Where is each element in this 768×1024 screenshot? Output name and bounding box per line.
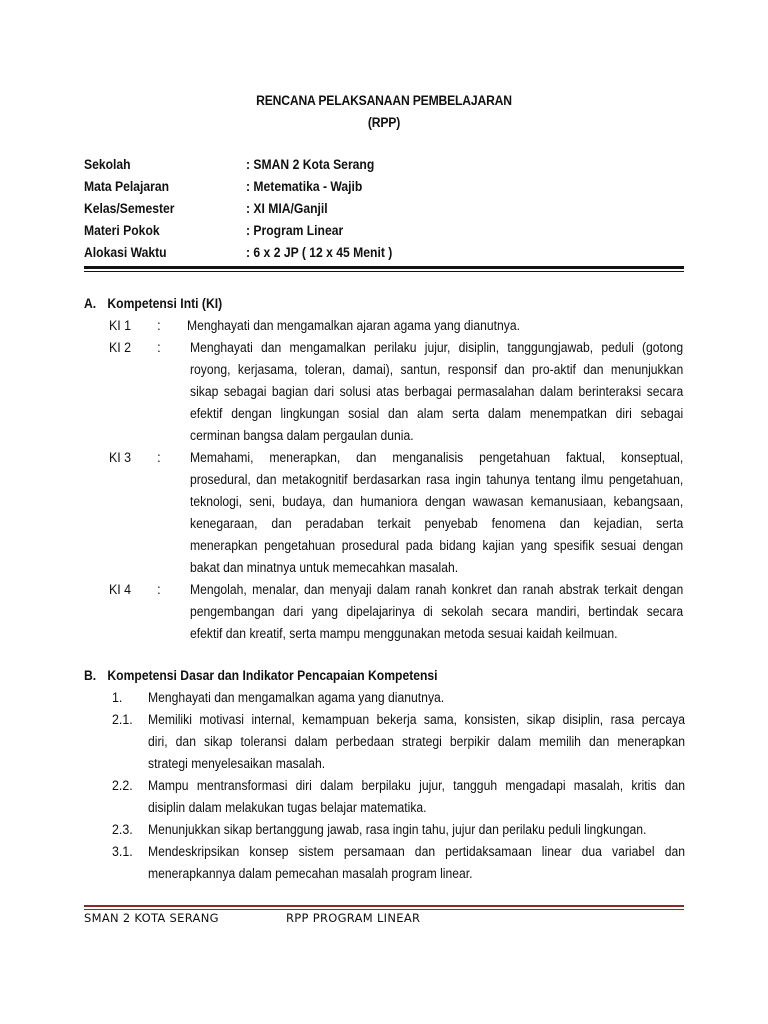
ki-text [187, 315, 680, 337]
section-a-heading [84, 296, 222, 311]
kd-text [148, 819, 685, 841]
ki-line: bakat dan minatnya untuk memecahkan masalah. [190, 560, 459, 575]
document-title: RENCANA PELAKSANAAN PEMBELAJARAN [256, 93, 512, 108]
info-label: Alokasi Waktu [84, 245, 167, 260]
footer-divider-thick [84, 905, 684, 907]
kd-line: diri, dan sikap toleransi dalam perbedaan strategi berpikir dalam memilih dan menerapkan [148, 734, 685, 749]
info-value: : SMAN 2 Kota Serang [246, 157, 375, 172]
ki-colon: : [157, 582, 161, 597]
kd-line: menerapkannya dalam pemecahan masalah program linear. [148, 866, 473, 881]
ki-line: Memahami, menerapkan, dan menganalisis pengetahuan faktual, konseptual, [190, 450, 684, 465]
kd-line: strategi menyelesaikan masalah. [148, 756, 326, 771]
ki-label: KI 4 [109, 582, 132, 597]
ki-colon: : [157, 450, 161, 465]
footer-divider-thin [84, 909, 684, 910]
kd-line: disiplin dalam melakukan tugas belajar matematika. [148, 800, 427, 815]
ki-label: KI 2 [109, 340, 132, 355]
ki-line: teknologi, seni, budaya, dan humaniora dengan wawasan kemanusiaan, kebangsaan, [190, 494, 684, 509]
ki-text [190, 337, 683, 447]
ki-line: pengembangan dari yang dipelajarinya di sekolah secara mandiri, bertindak secara [190, 604, 684, 619]
info-label: Materi Pokok [84, 223, 160, 238]
kd-line: Menghayati dan mengamalkan agama yang dianutnya. [148, 690, 445, 705]
info-label: Sekolah [84, 157, 131, 172]
info-value: : XI MIA/Ganjil [246, 201, 328, 216]
kd-text [148, 687, 685, 709]
info-row-mata-pelajaran [84, 179, 684, 201]
ki-line: Menghayati dan mengamalkan ajaran agama yang dianutnya. [187, 318, 520, 333]
info-label: Mata Pelajaran [84, 179, 170, 194]
ki-line: efektif dan kreatif, serta mampu menggunakan metoda sesuai kaidah keilmuan. [190, 626, 618, 641]
kd-number: 2.1. [112, 712, 133, 727]
info-row-sekolah [84, 157, 684, 179]
footer-school: SMAN 2 KOTA SERANG [84, 911, 219, 925]
ki-line: cerminan bangsa dalam pergaulan dunia. [190, 428, 414, 443]
kd-text [148, 709, 685, 775]
ki-text [190, 579, 683, 645]
section-letter: B. [84, 668, 97, 683]
ki-line: Menghayati dan mengamalkan perilaku jujur, disiplin, tanggungjawab, peduli (gotong [190, 340, 684, 355]
ki-colon: : [157, 318, 161, 333]
ki-line: prosedural, dan metakognitif berdasarkan rasa ingin tahunya tentang ilmu pengetahuan, [190, 472, 684, 487]
info-row-materi-pokok [84, 223, 684, 245]
header-divider-thick [84, 266, 684, 269]
ki-line: Mengolah, menalar, dan menyaji dalam ranah konkret dan ranah abstrak terkait dengan [190, 582, 684, 597]
kd-line: Memiliki motivasi internal, kemampuan bekerja sama, konsisten, sikap disiplin, rasa percaya [148, 712, 685, 727]
info-row-kelas-semester [84, 201, 684, 223]
ki-text [190, 447, 683, 579]
info-label: Kelas/Semester [84, 201, 175, 216]
section-title: Kompetensi Inti (KI) [107, 296, 223, 311]
ki-line: royong, kerjasama, toleran, damai), santun, responsif dan pro-aktif dan menunjukkan [190, 362, 684, 377]
footer-document-name: RPP PROGRAM LINEAR [286, 911, 421, 925]
ki-line: sikap sebagai bagian dari solusi atas berbagai permasalahan dalam berinteraksi secara [190, 384, 684, 399]
kd-number: 2.2. [112, 778, 133, 793]
info-value: : Program Linear [246, 223, 344, 238]
ki-colon: : [157, 340, 161, 355]
ki-label: KI 1 [109, 318, 132, 333]
section-letter: A. [84, 296, 97, 311]
kd-line: Menunjukkan sikap bertanggung jawab, rasa ingin tahu, jujur dan perilaku peduli lingkungan. [148, 822, 647, 837]
ki-line: menerapkan pengetahuan prosedural pada bidang kajian yang spesifik sesuai dengan [190, 538, 684, 553]
kd-text [148, 775, 685, 819]
kd-text [148, 841, 685, 885]
section-b-heading [84, 668, 438, 683]
info-value: : Metematika - Wajib [246, 179, 363, 194]
kd-line: Mendeskripsikan konsep sistem persamaan dan pertidaksamaan linear dua variabel dan [148, 844, 685, 859]
document-subtitle: (RPP) [367, 115, 401, 130]
kd-line: Mampu mentransformasi diri dalam berpilaku jujur, tangguh mengadapi masalah, kritis dan [148, 778, 685, 793]
section-title: Kompetensi Dasar dan Indikator Pencapaian Kompetensi [107, 668, 438, 683]
ki-line: efektif dengan lingkungan sosial dan alam serta dalam menempatkan diri sebagai [190, 406, 684, 421]
info-value: : 6 x 2 JP ( 12 x 45 Menit ) [246, 245, 393, 260]
info-row-alokasi-waktu [84, 245, 684, 267]
ki-line: kenegaraan, dan peradaban terkait penyebab fenomena dan kejadian, serta [190, 516, 684, 531]
kd-number: 3.1. [112, 844, 133, 859]
header-divider-thin [84, 271, 684, 272]
kd-number: 1. [112, 690, 123, 705]
kd-number: 2.3. [112, 822, 133, 837]
ki-label: KI 3 [109, 450, 132, 465]
